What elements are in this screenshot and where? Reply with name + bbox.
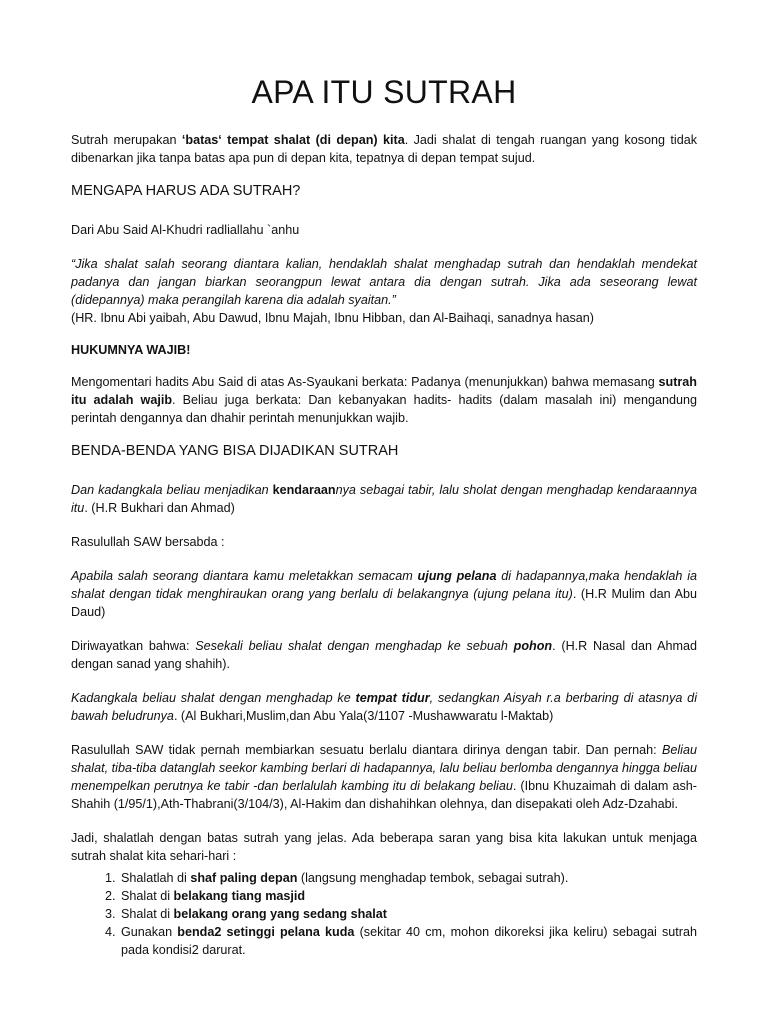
pelana-source: . (H.R Mulim dan Abu Daud) [71, 587, 698, 619]
saran-paragraph: Jadi, shalatlah dengan batas sutrah yang jelas. Ada beberapa saran yang bisa kita lakukan untuk menjaga sutrah shalat kita sehari-hari : [71, 831, 697, 863]
list-item-bold: shaf paling depan [190, 871, 298, 885]
kambing-source: . (Ibnu Khuzaimah di dalam ash-Shahih (1/95/1),Ath-Thabrani(3/104/3), Al-Hakim dan dishahihkan olehnya, dan disepakati oleh Adz-Dzahabi. [71, 779, 697, 811]
intro-text-end: . Jadi shalat di tengah ruangan yang kosong tidak dibenarkan jika tanpa batas apa pun di depan kita, tepatnya di depan tempat sujud. [71, 133, 698, 165]
rasul-bersabda: Rasulullah SAW bersabda : [71, 535, 225, 549]
pelana-paragraph [71, 567, 697, 621]
list-item [119, 923, 697, 959]
list-item-text: Shalatlah di [121, 871, 191, 885]
list-item-text: Gunakan [121, 925, 178, 939]
list-item-bold: belakang orang yang sedang shalat [173, 907, 387, 921]
pelana-italic-2: di hadapannya,maka hendaklah ia shalat dengan tidak menghiraukan orang yang berlalu di belakangnya (ujung pelana itu) [71, 569, 698, 601]
kambing-italic: Beliau shalat, tiba-tiba datanglah seekor kambing berlari di hadapannya, lalu beliau berlomba dengannya hingga beliau menempelkan perutnya ke tabir -dan berlalulah kambing itu di belakang beliau [71, 743, 697, 793]
hadith-quote: “Jika shalat salah seorang diantara kalian, hendaklah shalat menghadap sutrah dan hendaklah mendekat padanya dan jangan biarkan seorangpun lewat antara dia dengan sutrah. Jika ada seseorang lewat (didepannya) maka perangilah karena dia adalah syaitan.” [71, 257, 697, 307]
list-item-bold: belakang tiang masjid [173, 889, 306, 903]
heading-hukum: HUKUMNYA WAJIB! [71, 343, 191, 357]
kambing-text: Rasulullah SAW tidak pernah membiarkan sesuatu berlalu diantara dirinya dengan tabir. Dan pernah: [71, 743, 662, 757]
list-item [119, 887, 697, 905]
list-item-text: Shalat di [121, 907, 174, 921]
tidur-bold-italic: tempat tidur [355, 691, 430, 705]
comment-bold: sutrah itu adalah wajib [71, 375, 697, 407]
intro-bold: ‘batas‘ tempat shalat (di depan) kita [181, 133, 405, 147]
comment-paragraph [71, 373, 697, 427]
tidur-paragraph [71, 689, 697, 725]
kendaraan-paragraph [71, 481, 697, 517]
tidur-italic-2: , sedangkan Aisyah r.a berbaring di atasnya di bawah beludrunya [71, 691, 697, 723]
list-item-text-end: (sekitar 40 cm, mohon dikoreksi jika keliru) sebagai sutrah pada kondisi2 darurat. [121, 925, 697, 957]
kendaraan-italic: Dan kadangkala beliau menjadikan [71, 483, 273, 497]
kambing-paragraph [71, 741, 697, 813]
comment-text-end: . Beliau juga berkata: Dan kebanyakan hadits- hadits (dalam masalah ini) mengandung perintah dengannya dan dhahir perintah menunjukkan wajib. [71, 393, 697, 425]
heading-mengapa: MENGAPA HARUS ADA SUTRAH? [71, 183, 301, 199]
comment-text: Mengomentari hadits Abu Said di atas As-Syaukani berkata: Padanya (menunjukkan) bahwa memasang [71, 375, 659, 389]
heading-benda: BENDA-BENDA YANG BISA DIJADIKAN SUTRAH [71, 443, 399, 459]
intro-text: Sutrah merupakan [71, 133, 182, 147]
pohon-bold-italic: pohon [513, 639, 553, 653]
tidur-italic: Kadangkala beliau shalat dengan menghadap ke [71, 691, 356, 705]
list-item-text-end: (langsung menghadap tembok, sebagai sutrah). [297, 871, 569, 885]
list-item [119, 869, 697, 887]
tidur-source: . (Al Bukhari,Muslim,dan Abu Yala(3/1107 -Mushawwaratu l-Maktab) [173, 709, 554, 723]
hadith-source: (HR. Ibnu Abi yaibah, Abu Dawud, Ibnu Majah, Ibnu Hibban, dan Al-Baihaqi, sanadnya hasan) [71, 311, 594, 325]
page-title: APA ITU SUTRAH [251, 74, 517, 110]
hadith-paragraph [71, 255, 697, 327]
pohon-text: Diriwayatkan bahwa: [71, 639, 196, 653]
pohon-italic: Sesekali beliau shalat dengan menghadap ke sebuah [195, 639, 514, 653]
intro-paragraph [71, 131, 697, 167]
pohon-source: . (H.R Nasal dan Ahmad dengan sanad yang shahih). [71, 639, 697, 671]
pohon-paragraph [71, 637, 697, 673]
list-item-text: Shalat di [121, 889, 174, 903]
kendaraan-bold: kendaraan [272, 483, 336, 497]
list-item-bold: benda2 setinggi pelana kuda [177, 925, 355, 939]
kendaraan-source: . (H.R Bukhari dan Ahmad) [84, 501, 235, 515]
narrator-line: Dari Abu Said Al-Khudri radliallahu `anhu [71, 223, 300, 237]
list-item [119, 905, 697, 923]
pelana-italic: Apabila salah seorang diantara kamu meletakkan semacam [71, 569, 418, 583]
saran-list [71, 869, 697, 959]
pelana-bold-italic: ujung pelana [417, 569, 497, 583]
kendaraan-italic-2: nya sebagai tabir, lalu sholat dengan menghadap kendaraannya itu [71, 483, 698, 515]
